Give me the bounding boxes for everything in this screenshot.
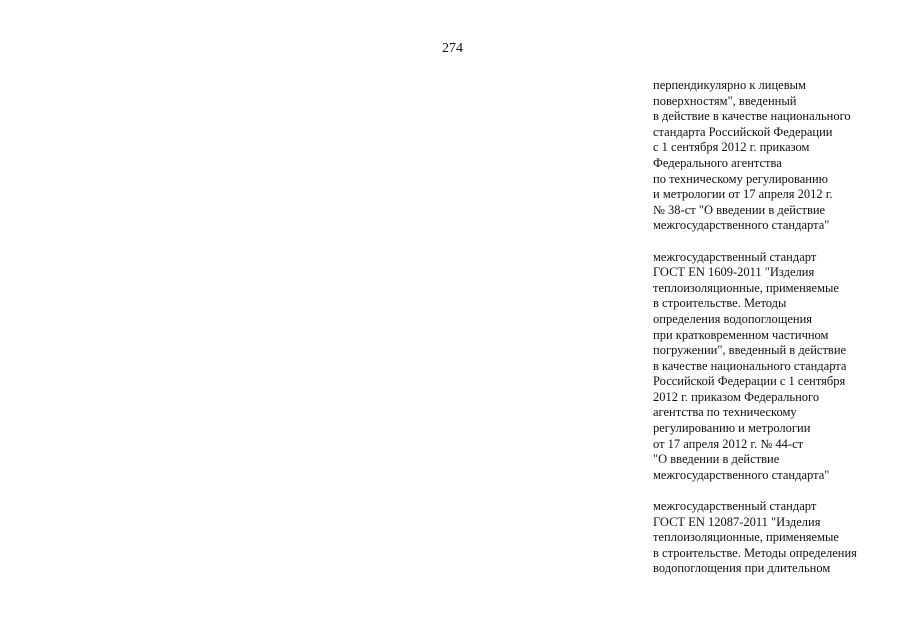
text-line: в качестве национального стандарта: [653, 358, 847, 373]
text-line: от 17 апреля 2012 г. № 44-ст: [653, 436, 804, 451]
text-line: Российской Федерации с 1 сентября: [653, 374, 846, 389]
text-line: № 38-ст "О введении в действие: [653, 202, 826, 217]
document-text-column: [653, 78, 898, 593]
text-line: теплоизоляционные, применяемые: [653, 530, 839, 545]
text-line: межгосударственный стандарт: [653, 249, 817, 264]
text-line: регулированию и метрологии: [653, 421, 811, 436]
text-line: по техническому регулированию: [653, 171, 829, 186]
paragraph-gost-standard-continuation: [653, 78, 898, 234]
text-line: ГОСТ EN 1609-2011 "Изделия: [653, 265, 815, 280]
text-line: теплоизоляционные, применяемые: [653, 280, 839, 295]
text-line: стандарта Российской Федерации: [653, 124, 833, 139]
paragraph-gost-en-1609: [653, 250, 898, 484]
text-line: с 1 сентября 2012 г. приказом: [653, 140, 810, 155]
text-line: водопоглощения при длительном: [653, 561, 831, 576]
text-line: в строительстве. Методы: [653, 296, 787, 311]
text-line: межгосударственного стандарта": [653, 467, 830, 482]
text-line: определения водопоглощения: [653, 311, 813, 326]
text-line: в строительстве. Методы определения: [653, 545, 857, 560]
text-line: и метрологии от 17 апреля 2012 г.: [653, 187, 833, 202]
text-line: межгосударственного стандарта": [653, 218, 830, 233]
text-line: 2012 г. приказом Федерального: [653, 389, 820, 404]
page-number: 274: [442, 41, 463, 56]
text-line: "О введении в действие: [653, 452, 780, 467]
text-line: в действие в качестве национального: [653, 109, 851, 124]
text-line: поверхностям", введенный: [653, 93, 797, 108]
paragraph-gost-en-12087: [653, 499, 898, 577]
text-line: перпендикулярно к лицевым: [653, 78, 806, 92]
text-line: Федерального агентства: [653, 155, 782, 170]
text-line: при кратковременном частичном: [653, 327, 829, 342]
text-line: межгосударственный стандарт: [653, 499, 817, 514]
text-line: ГОСТ EN 12087-2011 "Изделия: [653, 514, 821, 529]
text-line: агентства по техническому: [653, 405, 797, 420]
text-line: погружении", введенный в действие: [653, 343, 847, 358]
